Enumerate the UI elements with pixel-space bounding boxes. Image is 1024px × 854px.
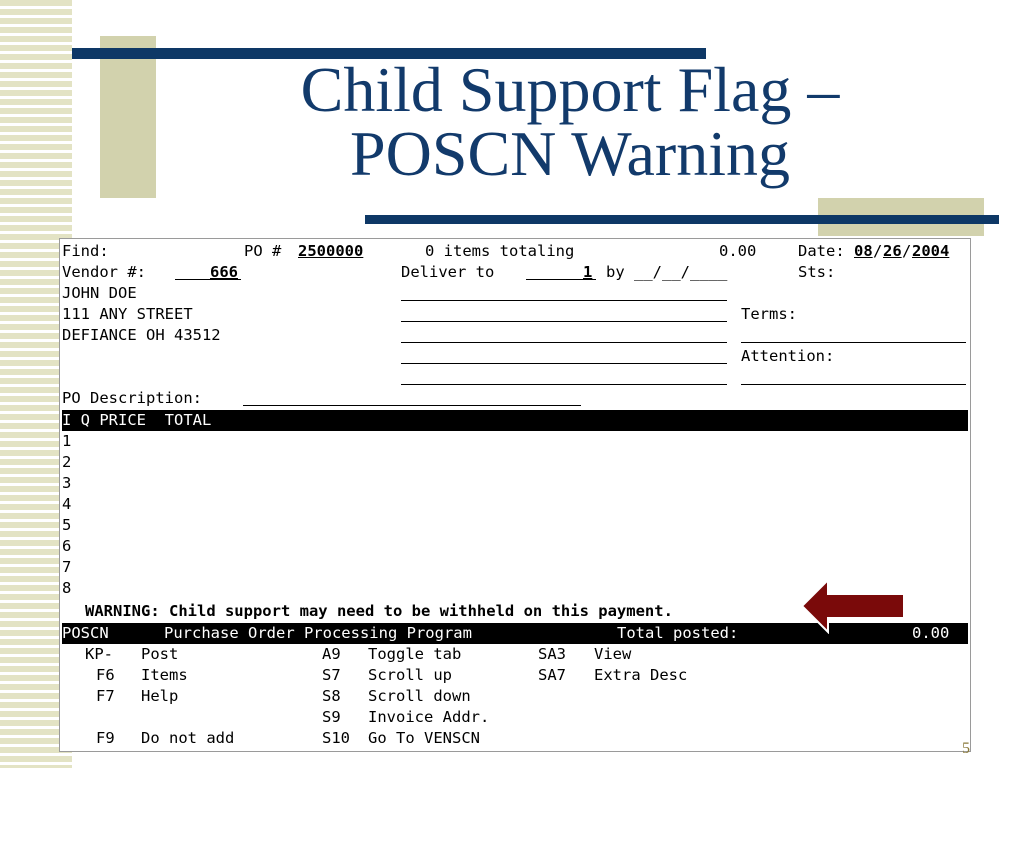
fkey-s8[interactable]: S8 bbox=[322, 687, 341, 705]
slide-title-line2: POSCN Warning bbox=[350, 118, 790, 189]
po-description-label: PO Description: bbox=[62, 389, 202, 407]
warning-arrow-icon bbox=[800, 578, 908, 634]
row-number: 5 bbox=[62, 516, 72, 534]
po-description-field[interactable] bbox=[243, 405, 581, 406]
fkey-kp-minus-label[interactable]: Post bbox=[141, 645, 179, 663]
fkey-sa7[interactable]: SA7 bbox=[538, 666, 566, 684]
fkey-sa3-label[interactable]: View bbox=[594, 645, 632, 663]
date-day-field[interactable]: 26 bbox=[883, 242, 902, 260]
fkey-sa3[interactable]: SA3 bbox=[538, 645, 566, 663]
deliver-field[interactable]: 1 bbox=[583, 263, 593, 281]
ship-address-line-5[interactable] bbox=[401, 384, 727, 385]
item-table-header bbox=[62, 410, 968, 431]
total-posted-value: 0.00 bbox=[912, 624, 950, 642]
header-row-5 bbox=[60, 325, 970, 346]
vendor-city: DEFIANCE OH 43512 bbox=[62, 326, 221, 344]
items-text: 0 items totaling bbox=[425, 242, 575, 260]
vendor-street: 111 ANY STREET bbox=[62, 305, 193, 323]
fkey-f6-label[interactable]: Items bbox=[141, 666, 188, 684]
fkey-s10-label[interactable]: Go To VENSCN bbox=[368, 729, 480, 747]
decor-navy-bar-bottom bbox=[365, 215, 999, 224]
item-table-header-text: I Q PRICE TOTAL bbox=[62, 411, 212, 429]
row-number: 1 bbox=[62, 432, 72, 450]
vendor-name: JOHN DOE bbox=[62, 284, 137, 302]
fkey-f6[interactable]: F6 bbox=[96, 666, 115, 684]
fkey-f9[interactable]: F9 bbox=[96, 729, 115, 747]
terminal-screen bbox=[59, 238, 971, 752]
slide-page-number: 5 bbox=[962, 740, 970, 757]
table-row[interactable] bbox=[60, 473, 970, 494]
sts-label: Sts: bbox=[798, 263, 836, 281]
po-number-field[interactable]: 2500000 bbox=[298, 242, 364, 260]
fkey-s10[interactable]: S10 bbox=[322, 729, 350, 747]
date-label: Date: bbox=[798, 242, 845, 260]
function-keys-row-4 bbox=[60, 707, 970, 728]
header-row-3 bbox=[60, 283, 970, 304]
ship-address-line-3[interactable] bbox=[401, 342, 727, 343]
fkey-s8-label[interactable]: Scroll down bbox=[368, 687, 471, 705]
row-number: 7 bbox=[62, 558, 72, 576]
date-sep-1: / bbox=[873, 242, 883, 260]
fkey-s9[interactable]: S9 bbox=[322, 708, 341, 726]
table-row[interactable] bbox=[60, 536, 970, 557]
function-keys-row-5 bbox=[60, 728, 970, 749]
row-number: 3 bbox=[62, 474, 72, 492]
header-row-4 bbox=[60, 304, 970, 325]
terms-field[interactable] bbox=[741, 342, 966, 343]
deliver-by-date[interactable]: by __/__/____ bbox=[606, 263, 728, 281]
program-name: Purchase Order Processing Program bbox=[164, 624, 472, 642]
screen-name: POSCN bbox=[62, 624, 109, 642]
find-label: Find: bbox=[62, 242, 109, 260]
function-keys-row-2 bbox=[60, 665, 970, 686]
header-row-2 bbox=[60, 262, 970, 283]
row-number: 8 bbox=[62, 579, 72, 597]
date-year-field[interactable]: 2004 bbox=[912, 242, 950, 260]
ship-address-line-4[interactable] bbox=[401, 363, 727, 364]
po-label: PO # bbox=[244, 242, 282, 260]
total-amount: 0.00 bbox=[719, 242, 757, 260]
attention-label: Attention: bbox=[741, 347, 835, 365]
ship-address-line-1[interactable] bbox=[401, 300, 727, 301]
row-number: 4 bbox=[62, 495, 72, 513]
total-posted-label: Total posted: bbox=[617, 624, 739, 642]
slide-title bbox=[220, 54, 920, 189]
fkey-s7-label[interactable]: Scroll up bbox=[368, 666, 452, 684]
slide-title-line1: Child Support Flag – bbox=[300, 54, 840, 125]
terms-label: Terms: bbox=[741, 305, 797, 323]
fkey-f7-label[interactable]: Help bbox=[141, 687, 179, 705]
date-sep-2: / bbox=[902, 242, 912, 260]
decor-olive-block-left bbox=[100, 36, 156, 198]
table-row[interactable] bbox=[60, 452, 970, 473]
fkey-f7[interactable]: F7 bbox=[96, 687, 115, 705]
function-keys-row-3 bbox=[60, 686, 970, 707]
row-number: 2 bbox=[62, 453, 72, 471]
attention-field[interactable] bbox=[741, 384, 966, 385]
fkey-a9-label[interactable]: Toggle tab bbox=[368, 645, 462, 663]
deliver-label: Deliver to bbox=[401, 263, 495, 281]
function-keys-row-1 bbox=[60, 644, 970, 665]
row-number: 6 bbox=[62, 537, 72, 555]
fkey-s7[interactable]: S7 bbox=[322, 666, 341, 684]
fkey-kp-minus[interactable]: KP- bbox=[85, 645, 113, 663]
table-row[interactable] bbox=[60, 515, 970, 536]
table-row[interactable] bbox=[60, 494, 970, 515]
vendor-label: Vendor #: bbox=[62, 263, 146, 281]
vendor-number-field[interactable]: 666 bbox=[210, 263, 238, 281]
po-description-row bbox=[60, 388, 970, 409]
table-row[interactable] bbox=[60, 557, 970, 578]
ship-address-line-2[interactable] bbox=[401, 321, 727, 322]
fkey-sa7-label[interactable]: Extra Desc bbox=[594, 666, 688, 684]
fkey-f9-label[interactable]: Do not add bbox=[141, 729, 235, 747]
header-row-6 bbox=[60, 346, 970, 367]
table-row[interactable] bbox=[60, 431, 970, 452]
header-row-7 bbox=[60, 367, 970, 388]
date-month-field[interactable]: 08 bbox=[854, 242, 873, 260]
child-support-warning: WARNING: Child support may need to be withheld on this payment. bbox=[85, 602, 673, 620]
fkey-a9[interactable]: A9 bbox=[322, 645, 341, 663]
fkey-s9-label[interactable]: Invoice Addr. bbox=[368, 708, 490, 726]
header-row-1 bbox=[60, 241, 970, 262]
